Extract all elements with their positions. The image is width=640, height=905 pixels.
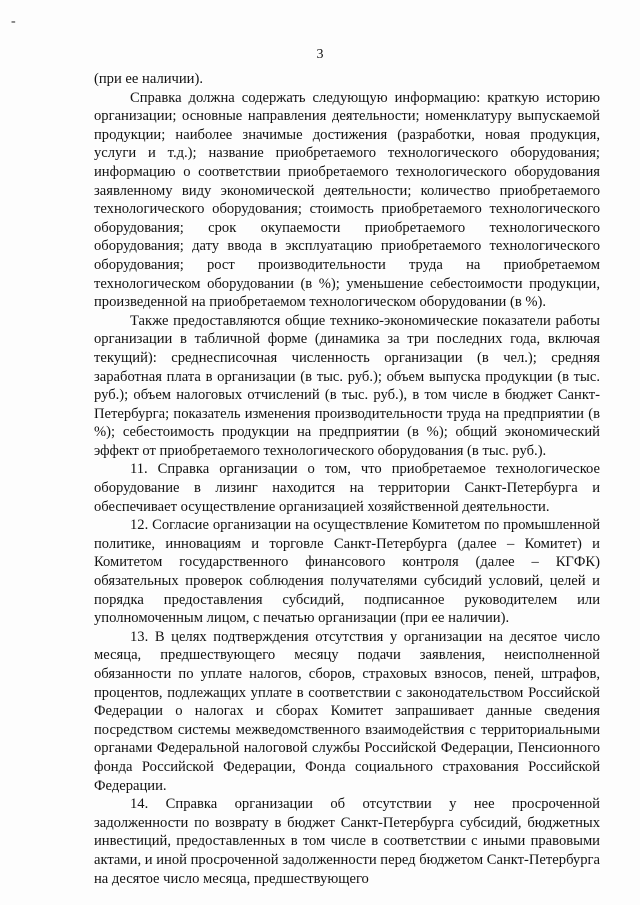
paragraph-item-12: 12. Согласие организации на осуществление Комитетом по промышленной политике, инновациям и торговле Санкт-Петербурга (далее – Комитет) и Комитетом государственного финансового контроля (далее – КГФК) обязательных проверок соблюдения получателями субсидий условий, целей и порядка предоставления субсидий, подписанное руководителем или уполномоченным лицом, с печатью организации (при ее наличии). <box>94 517 600 627</box>
document-body <box>94 70 600 888</box>
paragraph-item-14: 14. Справка организации об отсутствии у нее просроченной задолженности по возврату в бюджет Санкт-Петербурга субсидий, бюджетных инвестиций, предоставленных в том числе в соответствии с иными правовыми актами, и иной просроченной задолженности перед бюджетом Санкт-Петербурга на десятое число месяца, предшествующего <box>94 796 600 887</box>
paragraph-item-11: 11. Справка организации о том, что приобретаемое технологическое оборудование в лизинг находится на территории Санкт-Петербурга и обеспечивает осуществление организацией хозяйственной деятельности. <box>94 461 600 515</box>
paragraph-item-13: 13. В целях подтверждения отсутствия у организации на десятое число месяца, предшествующего месяцу подачи заявления, неисполненной обязанности по уплате налогов, сборов, страховых взносов, пеней, штрафов, процентов, подлежащих уплате в соответствии с законодательством Российской Федерации о налогах и сборах Комитет запрашивает данные сведения посредством системы межведомственного взаимодействия с территориальными органами Федеральной налоговой службы Российской Федерации, Пенсионного фонда Российской Федерации, Фонда социального страхования Российской Федерации. <box>94 628 600 794</box>
paragraph-continuation: (при ее наличии). <box>94 71 204 87</box>
corner-mark: - <box>11 14 16 29</box>
paragraph-economic-indicators: Также предоставляются общие технико-экономические показатели работы организации в табличной форме (динамика за три последних года, включая текущий): среднесписочная численность организации (в чел.); средняя заработная плата в организации (в тыс. руб.); объем выпуска продукции (в тыс. руб.); объем налоговых отчислений (в тыс. руб.), в том числе в бюджет Санкт-Петербурга; показатель изменения производительности труда на предприятии (в %); себестоимость продукции на предприятии (в %); общий экономический эффект от приобретаемого технологического оборудования (в тыс. руб.). <box>94 312 600 459</box>
paragraph-reference-content: Справка должна содержать следующую информацию: краткую историю организации; основные направления деятельности; номенклатуру выпускаемой продукции; наиболее значимые достижения (разработки, новая продукция, услуги и т.д.); название приобретаемого технологического оборудования; информацию о соответствии приобретаемого технологического оборудования заявленному виду экономической деятельности; количество приобретаемого технологического оборудования; стоимость приобретаемого технологического оборудования; срок окупаемости приобретаемого технологического оборудования; дату ввода в эксплуатацию приобретаемого технологического оборудования; рост производительности труда на приобретаемом технологическом оборудовании (в %); уменьшение себестоимости продукции, произведенной на приобретаемом технологическом оборудовании (в %). <box>94 89 600 311</box>
page-number: 3 <box>316 47 324 62</box>
